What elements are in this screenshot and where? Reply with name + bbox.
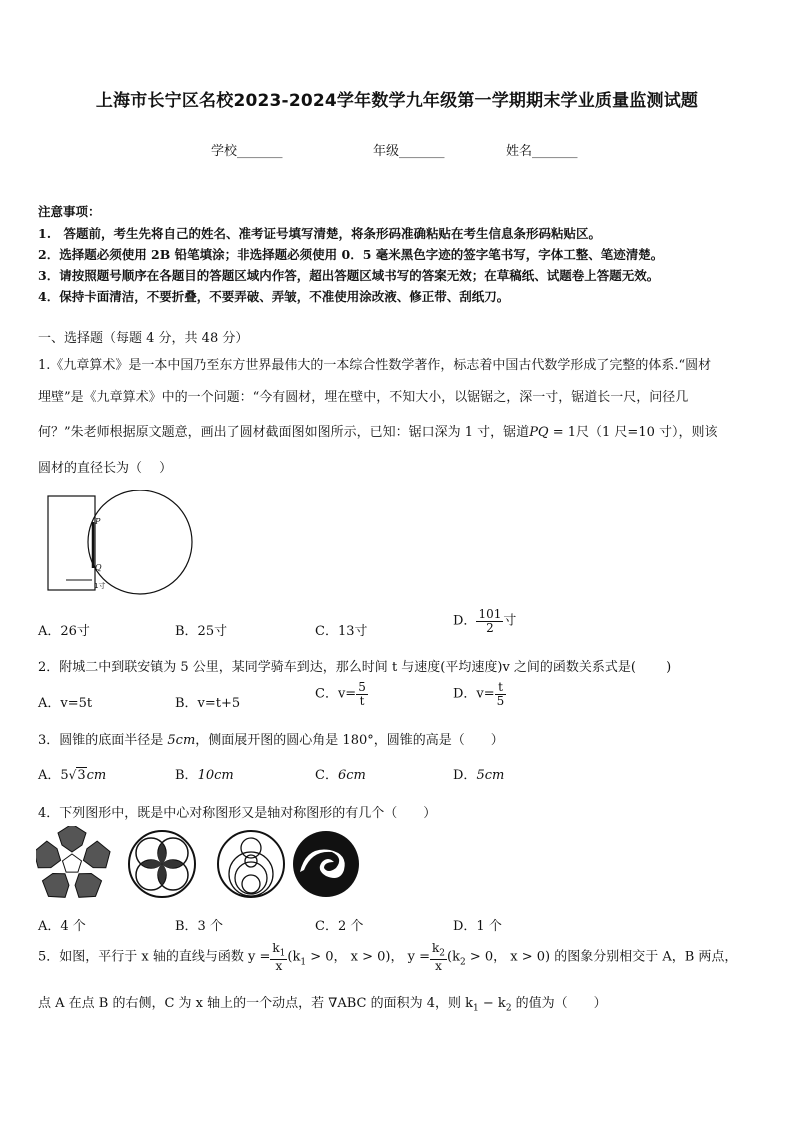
- q2-option-b: B．v=t+5: [175, 696, 241, 711]
- fraction-denominator: t: [359, 693, 365, 708]
- q5-text-3: > 0， x > 0)， y =: [306, 949, 430, 965]
- label-q: Q: [95, 563, 102, 572]
- q1-figure: [44, 490, 204, 600]
- subscript: 1: [279, 948, 286, 959]
- q1-line-1: 1.《九章算术》是一本中国乃至东方世界最伟大的一本综合性数学著作，标志着中国古代数学形成了完整的体系.“圆材: [38, 358, 712, 373]
- subscript: 1: [473, 1003, 479, 1014]
- q1-line-2: 埋壁”是《九章算术》中的一个问题：“今有圆材，埋在壁中，不知大小，以锯锯之，深一寸，锯道长一尺，问径几: [38, 390, 689, 405]
- section-heading: 一、选择题（每题 4 分，共 48 分）: [38, 331, 249, 346]
- pentagon-center: [63, 854, 82, 872]
- q3-option-b-prefix: B．: [175, 768, 198, 783]
- q3-text-a: 3．圆锥的底面半径是: [38, 733, 168, 748]
- log-circle: [88, 490, 192, 594]
- notice-heading: 注意事项：: [38, 204, 101, 219]
- label-p: P: [95, 517, 101, 526]
- fraction-denominator: x: [275, 958, 283, 973]
- q2-option-c-fraction: [356, 681, 368, 707]
- q3-option-d-value: 5cm: [476, 768, 505, 783]
- q3-option-a-radicand: 3: [77, 768, 86, 783]
- subscript: 2: [505, 1003, 512, 1014]
- q1-line-4: 圆材的直径长为（ ）: [38, 461, 173, 476]
- fraction-numerator: 5: [358, 680, 366, 694]
- q5-text-4: (k: [447, 949, 460, 965]
- q5-text-2: (k: [287, 949, 301, 965]
- fraction-denominator: 2: [486, 620, 494, 635]
- q1-option-d-fraction: [476, 608, 503, 634]
- subscript: 2: [439, 948, 445, 959]
- k-symbol: k: [272, 941, 280, 955]
- q2-option-d-prefix: D．v=: [453, 686, 495, 702]
- q3-option-b: [175, 764, 234, 783]
- q1-option-d-prefix: D．: [453, 613, 477, 629]
- q3-option-a-prefix: A．5: [38, 768, 69, 783]
- name-field: 姓名_______: [506, 144, 578, 159]
- grade-field: 年级_______: [373, 144, 445, 159]
- q5-line-2-tail: 的值为（ ）: [511, 996, 607, 1011]
- q4-option-c: C．2 个: [315, 919, 364, 934]
- stacked-circles-figure: [218, 831, 284, 897]
- q3-option-c-value: 6cm: [337, 768, 366, 783]
- q3-option-a-unit: cm: [86, 768, 107, 783]
- q3-text: [38, 729, 504, 748]
- q5-text-5: > 0， x > 0) 的图象分别相交于 A，B 两点，: [465, 949, 738, 965]
- q3-option-a: A．5√3cm: [38, 768, 107, 783]
- q1-option-d-suffix: 寸: [503, 613, 517, 629]
- q1-option-d: [453, 608, 516, 634]
- exam-title: 上海市长宁区名校2023-2024学年数学九年级第一学期期末学业质量监测试题: [95, 91, 699, 111]
- q5-line-2-text: 点 A 在点 B 的右侧，C 为 x 轴上的一个动点，若 ∇ABC 的面积为 4，则 k: [38, 996, 474, 1011]
- fraction-numerator: [430, 942, 447, 960]
- q2-option-d-fraction: [495, 681, 507, 707]
- q2-option-a: A．v=5t: [38, 696, 93, 711]
- subscript: 2: [459, 957, 466, 968]
- q1-pq: PQ: [529, 425, 549, 440]
- q1-option-c: C．13寸: [315, 624, 368, 639]
- q1-line-3: [38, 421, 718, 440]
- q1-line-3-text: 何？”朱老师根据原文题意，画出了圆材截面图如图所示，已知：锯口深为 1 寸，锯道: [38, 425, 530, 440]
- q1-option-b: B．25寸: [175, 624, 228, 639]
- notice-item-4: 4．保持卡面清洁，不要折叠，不要弄破、弄皱，不准使用涂改液、修正带、刮纸刀。: [38, 289, 510, 304]
- q4-figures: [36, 826, 366, 902]
- q5-text-1: 5．如图，平行于 x 轴的直线与函数 y =: [38, 949, 271, 965]
- fraction-numerator: t: [495, 681, 507, 695]
- q3-text-c: ，侧面展开图的圆心角是 180°，圆锥的高是（ ）: [195, 733, 504, 748]
- notice-item-3: 3．请按照题号顺序在各题目的答题区域内作答，超出答题区域书写的答案无效；在草稿纸、试题卷上答题无效。: [38, 268, 660, 283]
- subscript: 1: [300, 957, 307, 968]
- q3-option-c-prefix: C．: [315, 768, 338, 783]
- fraction-numerator: 101: [478, 607, 502, 621]
- q3-option-d: [453, 764, 504, 783]
- pentagon-figure: [36, 826, 114, 902]
- q4-option-b: B．3 个: [175, 919, 223, 934]
- q3-radius: 5cm: [167, 733, 196, 748]
- k-symbol: k: [431, 941, 440, 955]
- q3-option-c: [315, 764, 366, 783]
- notice-item-1: 1. 答题前，考生先将自己的姓名、准考证号填写清楚，将条形码准确粘贴在考生信息条形码粘贴区。: [38, 226, 602, 241]
- q5-line-2-minus: − k: [478, 996, 506, 1011]
- fraction-numerator: [270, 942, 287, 960]
- swirl-dot: [318, 856, 323, 861]
- q3-option-d-prefix: D．: [453, 768, 477, 783]
- q1-option-a: A．26寸: [38, 624, 90, 639]
- q2-option-d: [453, 681, 506, 707]
- q2-option-c: [315, 681, 368, 707]
- q4-option-d: D．1 个: [453, 919, 502, 934]
- q2-text: 2．附城二中到联安镇为 5 公里，某同学骑车到达，那么时间 t 与速度(平均速度)v 之间的函数关系式是( ): [38, 660, 672, 675]
- q5-fraction-2: [430, 942, 447, 972]
- swirl-figure: [293, 831, 359, 897]
- q2-option-c-prefix: C．v=: [315, 686, 357, 702]
- q4-option-a: A．4 个: [38, 919, 86, 934]
- notice-item-2: 2．选择题必须使用 2B 铅笔填涂；非选择题必须使用 0．5 毫米黑色字迹的签字笔书写，字体工整、笔迹清楚。: [38, 247, 664, 262]
- pentagon-outer: [58, 826, 86, 852]
- q5-fraction-1: [270, 942, 287, 972]
- petal-circle-figure: [129, 831, 195, 897]
- q1-line-3-tail: = 1尺（1 尺=10 寸），则该: [548, 425, 718, 440]
- q4-text: 4．下列图形中，既是中心对称图形又是轴对称图形的有几个（ ）: [38, 806, 437, 821]
- pentagon-outer: [36, 838, 65, 873]
- q5-line-1: [38, 942, 737, 972]
- fraction-denominator: x: [435, 958, 442, 973]
- label-depth: 1寸: [94, 582, 106, 590]
- school-field: 学校_______: [211, 144, 283, 159]
- outer-circle: [218, 831, 284, 897]
- pentagon-outer: [79, 838, 114, 873]
- q5-line-2: [38, 992, 607, 1014]
- q3-option-b-value: 10cm: [197, 768, 234, 783]
- fraction-denominator: 5: [496, 693, 505, 708]
